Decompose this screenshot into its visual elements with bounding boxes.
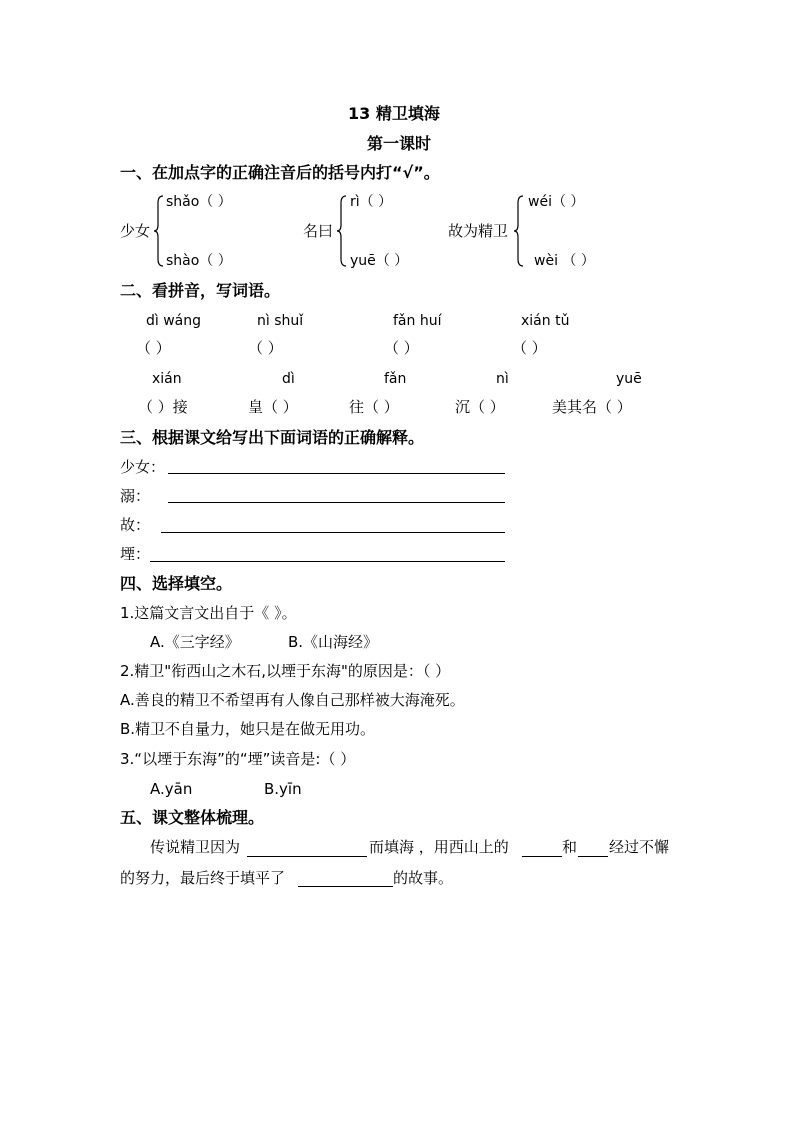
page-title: 13 精卫填海 — [348, 104, 440, 123]
summary-blank-3[interactable] — [578, 856, 608, 857]
summary-text-4: 经过不懈 — [609, 838, 670, 856]
blank-row1-item2: （ ） — [248, 339, 283, 357]
answer-line-ni[interactable] — [168, 502, 505, 503]
pinyin-row1-item4: xián tǔ — [521, 313, 570, 329]
pinyin-row2-item5: yuē — [616, 371, 642, 387]
answer-line-yin[interactable] — [150, 561, 505, 562]
summary-text-5: 的努力，最后终于填平了 — [120, 869, 286, 887]
answer-line-gu[interactable] — [161, 532, 505, 533]
section2-heading: 二、看拼音，写词语。 — [120, 281, 281, 300]
summary-text-6: 的故事。 — [393, 869, 454, 887]
group3-bottom-option: wèi （ ） — [534, 253, 595, 269]
pinyin-row1-item3: fǎn huí — [393, 313, 442, 329]
section5-heading: 五、课文整体梳理。 — [120, 808, 265, 827]
question-3-option-b: B.yīn — [264, 780, 302, 798]
term-yin: 堙： — [120, 545, 151, 563]
question-2: 2.精卫"衔西山之木石,以堙于东海"的原因是：（ ） — [120, 662, 451, 680]
word-row2-item5: 美其名（ ） — [552, 398, 632, 416]
answer-line-shaonu[interactable] — [168, 473, 505, 474]
summary-text-3: 和 — [562, 838, 578, 856]
word-row2-item1: （ ）接 — [138, 398, 188, 416]
question-3-option-a: A.yān — [150, 780, 193, 798]
summary-blank-1[interactable] — [247, 856, 367, 857]
term-shaonu: 少女： — [120, 458, 166, 476]
question-2-option-a: A.善良的精卫不希望再有人像自己那样被大海淹死。 — [120, 691, 465, 709]
group1-word: 少女 — [120, 222, 151, 240]
group1-bottom-option: shào（ ） — [166, 253, 232, 269]
blank-row1-item1: （ ） — [136, 339, 171, 357]
blank-row1-item3: （ ） — [384, 339, 419, 357]
term-ni: 溺： — [120, 487, 151, 505]
question-3: 3.“以堙于东海”的“堙”读音是:（ ） — [120, 750, 356, 768]
group1-brace — [154, 195, 164, 267]
group2-word: 名曰 — [303, 222, 334, 240]
summary-blank-2[interactable] — [522, 856, 562, 857]
pinyin-row2-item1: xián — [152, 371, 182, 387]
group3-word: 故为精卫 — [448, 222, 509, 240]
section4-heading: 四、选择填空。 — [120, 574, 233, 593]
section3-heading: 三、根据课文给写出下面词语的正确解释。 — [120, 428, 425, 447]
summary-text-1: 传说精卫因为 — [150, 838, 241, 856]
pinyin-row1-item2: nì shuǐ — [257, 313, 304, 329]
question-1: 1.这篇文言文出自于《 》。 — [120, 604, 297, 622]
group1-top-option: shǎo（ ） — [166, 194, 232, 210]
pinyin-row2-item2: dì — [282, 371, 295, 387]
summary-blank-4[interactable] — [298, 886, 393, 887]
page-subtitle: 第一课时 — [367, 134, 432, 153]
question-2-option-b: B.精卫不自量力，她只是在做无用功。 — [120, 720, 376, 738]
word-row2-item2: 皇（ ） — [248, 398, 298, 416]
section1-heading: 一、在加点字的正确注音后的括号内打“√”。 — [120, 163, 440, 182]
term-gu: 故： — [120, 516, 151, 534]
blank-row1-item4: （ ） — [512, 339, 547, 357]
word-row2-item3: 往（ ） — [349, 398, 399, 416]
pinyin-row2-item4: nì — [496, 371, 509, 387]
question-1-option-a: A.《三字经》 — [150, 633, 240, 651]
group2-brace — [337, 195, 347, 267]
pinyin-row2-item3: fǎn — [384, 371, 407, 387]
pinyin-row1-item1: dì wáng — [146, 313, 202, 329]
group2-top-option: rì（ ） — [350, 194, 393, 210]
summary-text-2: 而填海 ，用西山上的 — [369, 838, 509, 856]
word-row2-item4: 沉（ ） — [455, 398, 505, 416]
question-1-option-b: B.《山海经》 — [288, 633, 379, 651]
group2-bottom-option: yuē（ ） — [350, 253, 409, 269]
group3-top-option: wéi（ ） — [528, 194, 585, 210]
group3-brace — [514, 195, 524, 267]
